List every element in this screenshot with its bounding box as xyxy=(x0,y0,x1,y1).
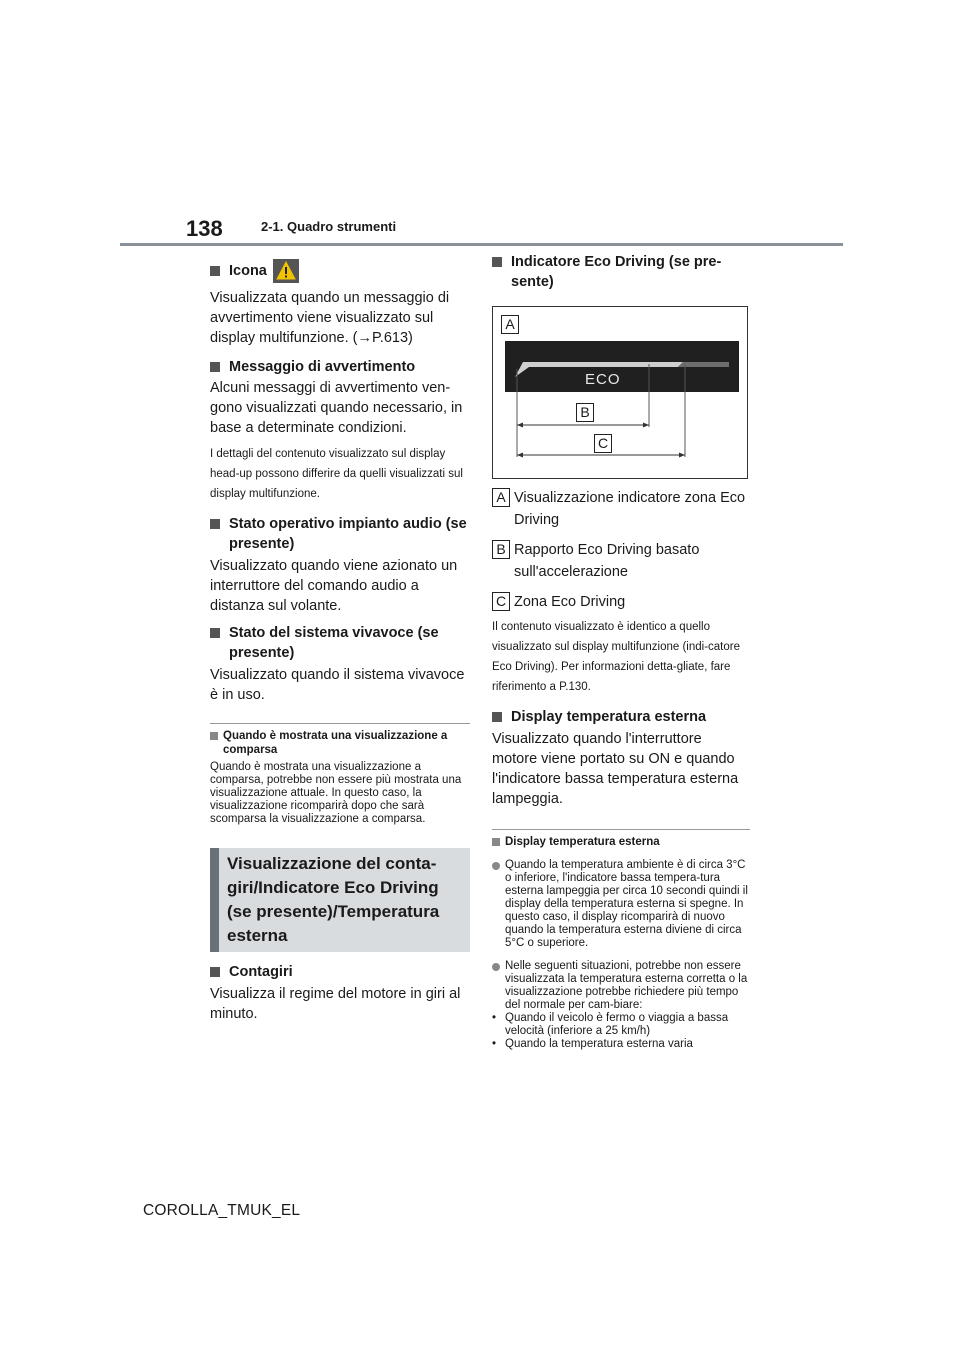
header-rule xyxy=(120,243,843,246)
msg-title: Messaggio di avvertimento xyxy=(229,359,416,375)
temp-bullet-2-text: Nelle seguenti situazioni, potrebbe non essere visualizzata la temperatura esterna corretta o la visualizzazione potrebbe richiedere più tempo del normale per cam-biare: xyxy=(505,960,748,1011)
vivavoce-title: Stato del sistema vivavoce (se presente) xyxy=(229,625,439,661)
icona-body: Visualizzata quando un messaggio di avvertimento viene visualizzato sul display multifunzione. (→P.613) xyxy=(210,290,450,346)
eco-legend xyxy=(492,487,750,613)
popup-title: Quando è mostrata una visualizzazione a comparsa xyxy=(223,730,448,756)
bullet-dot-icon xyxy=(492,862,500,870)
contagiri-title: Contagiri xyxy=(229,964,293,980)
figure-label-c: C xyxy=(594,434,612,453)
audio-body: Visualizzato quando viene azionato un interruttore del comando audio a distanza sul volante. xyxy=(210,558,458,614)
left-column xyxy=(210,258,470,1024)
doc-code: COROLLA_TMUK_EL xyxy=(143,1202,301,1219)
small-square-icon xyxy=(492,838,500,846)
divider xyxy=(210,723,470,724)
audio-title: Stato operativo impianto audio (se presente) xyxy=(229,516,467,552)
temp-dash-2-text: Quando la temperatura esterna varia xyxy=(505,1038,693,1050)
temp-dash-2 xyxy=(492,1038,750,1051)
heading-square-icon xyxy=(210,266,220,276)
temp-dash-1 xyxy=(492,1012,750,1038)
contagiri-body: Visualizza il regime del motore in giri al minuto. xyxy=(210,986,461,1022)
figure-label-b: B xyxy=(576,403,594,422)
temp-bullet-2 xyxy=(492,960,750,1012)
temp-bullet-1 xyxy=(492,859,750,950)
heading-square-icon xyxy=(210,362,220,372)
section-box-heading: Visualizzazione del conta-giri/Indicatore Eco Driving (se presente)/Temperatura esterna xyxy=(210,848,470,952)
right-column xyxy=(492,252,750,1051)
eco-figure xyxy=(492,306,748,479)
contagiri-heading xyxy=(210,962,470,982)
heading-square-icon xyxy=(210,967,220,977)
audio-heading xyxy=(210,514,470,554)
temp-bullet-1-text: Quando la temperatura ambiente è di circa 3°C o inferiore, l'indicatore bassa tempera-tura esterna lampeggia per circa 10 secondi quindi il display della temperatura esterna si spegne. In questo caso, il display ricomparirà di nuovo quando la temperatura esterna diviene di circa 5°C o superiore. xyxy=(505,859,748,949)
popup-heading xyxy=(210,729,470,757)
small-square-icon xyxy=(210,732,218,740)
legend-key-b: B xyxy=(492,540,510,559)
legend-text-a: Visualizzazione indicatore zona Eco Driving xyxy=(514,490,746,528)
heading-square-icon xyxy=(210,519,220,529)
temp-dash-1-text: Quando il veicolo è fermo o viaggia a bassa velocità (inferiore a 25 km/h) xyxy=(505,1012,729,1037)
vivavoce-heading xyxy=(210,623,470,663)
legend-item-b xyxy=(492,539,750,583)
legend-key-c: C xyxy=(492,592,510,611)
legend-key-a: A xyxy=(492,488,510,507)
temp-title: Display temperatura esterna xyxy=(511,709,707,725)
eco-heading xyxy=(492,252,750,292)
legend-item-a xyxy=(492,487,750,531)
heading-square-icon xyxy=(492,257,502,267)
temp-small-heading xyxy=(492,835,750,849)
heading-square-icon xyxy=(492,712,502,722)
eco-note: Il contenuto visualizzato è identico a quello visualizzato sul display multifunzione (indi-catore Eco Driving). Per informazioni detta-gliate, fare riferimento a P.130. xyxy=(492,621,741,693)
popup-body: Quando è mostrata una visualizzazione a comparsa, potrebbe non essere più mostrata una visualizzazione attuale. In questo caso, la visualizzazione ricomparirà dopo che sarà scomparsa la visualizzazione a comparsa. xyxy=(210,761,462,825)
legend-text-b: Rapporto Eco Driving basato sull'accelerazione xyxy=(514,542,700,580)
heading-square-icon xyxy=(210,628,220,638)
dash-mark: • xyxy=(492,1012,497,1024)
warning-triangle-icon xyxy=(273,259,299,283)
bullet-dot-icon xyxy=(492,963,500,971)
legend-text-c: Zona Eco Driving xyxy=(514,594,626,610)
msg-body: Alcuni messaggi di avvertimento ven-gono visualizzati quando necessario, in base a determinate condizioni. xyxy=(210,380,463,436)
vivavoce-body: Visualizzato quando il sistema vivavoce è in uso. xyxy=(210,667,465,703)
eco-display-text: ECO xyxy=(585,371,621,388)
section-title: 2-1. Quadro strumenti xyxy=(261,219,397,234)
dash-mark: • xyxy=(492,1038,497,1050)
page-number: 138 xyxy=(186,216,223,241)
icona-heading xyxy=(210,258,470,284)
icona-title: Icona xyxy=(229,263,267,279)
msg-heading xyxy=(210,357,470,377)
figure-label-a: A xyxy=(501,315,519,334)
temp-heading xyxy=(492,707,750,727)
divider xyxy=(492,829,750,830)
temp-small-title: Display temperatura esterna xyxy=(505,836,660,848)
legend-item-c xyxy=(492,591,750,613)
msg-note: I dettagli del contenuto visualizzato sul display head-up possono differire da quelli visualizzati sul display multifunzione. xyxy=(210,448,463,500)
eco-diagram xyxy=(493,307,747,478)
temp-body: Visualizzato quando l'interruttore motore viene portato su ON e quando l'indicatore bassa temperatura esterna lampeggia. xyxy=(492,731,739,807)
eco-title: Indicatore Eco Driving (se pre-sente) xyxy=(511,254,722,290)
